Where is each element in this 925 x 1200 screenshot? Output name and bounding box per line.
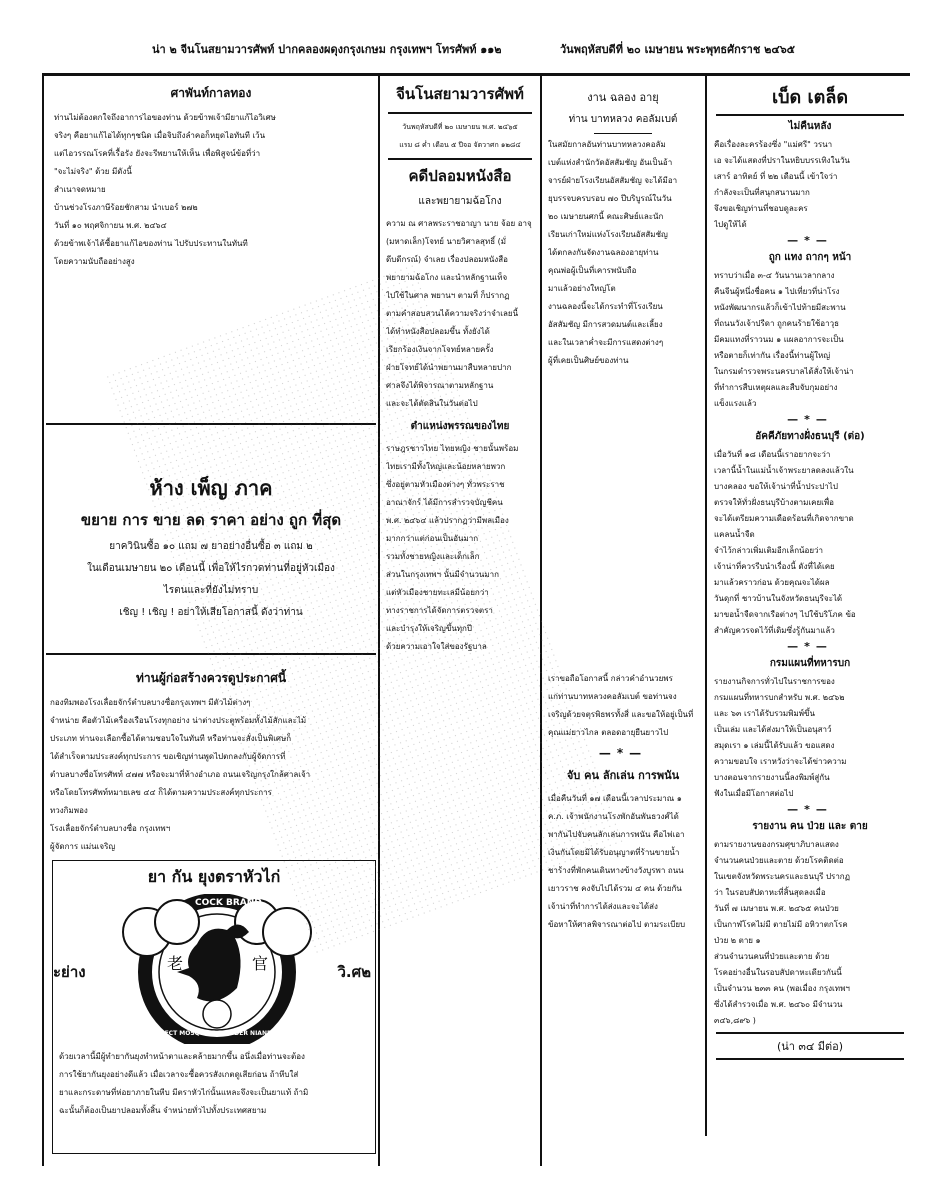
text-line: ส่วนจำนวนคนที่ป่วยและตาย ด้วย bbox=[714, 952, 830, 961]
text-line: กรมแผนที่ทหารบกสำหรับ พ.ศ. ๒๔๖๒ bbox=[714, 693, 845, 702]
text-line: เอ จะได้แสดงที่ปราในหยิบบรรเทิงในวัน bbox=[714, 156, 850, 165]
cock-brand-logo bbox=[53, 894, 375, 1044]
text-line: ค.ภ. เจ้าพนักงานโรงพักอันพันธวงศ์ได้ bbox=[548, 812, 679, 821]
text-line: เจริญด้วยจตุรพิธพรทั้งสี่ และขอให้อยู่เป็นที่ bbox=[548, 710, 694, 719]
text-line: ตามรายงานของกรมศุขาภิบาลแสดง bbox=[714, 840, 839, 849]
ad-body bbox=[46, 109, 376, 271]
text-line: ว่า ในรอบสัปดาหะที่สิ้นสุดลงเมื่อ bbox=[714, 888, 826, 897]
text-line: ความขอบใจ เราหวังว่าจะได้ข่าวความ bbox=[714, 757, 847, 766]
text-line: ที่ทำการสืบเหตุผลและสืบจับกุมอย่าง bbox=[714, 383, 838, 392]
text-line: เจ้าน่าที่ควรรีบนำเรื่องนี้ ดังที่ได้เคย bbox=[714, 562, 835, 571]
text-line: ฟังในเมื่อมีโอกาสต่อไป bbox=[714, 789, 794, 798]
divider bbox=[716, 1032, 904, 1034]
text-line: เชิญ ! เชิญ ! อย่าให้เสียโอกาสนี้ ดังว่าท่าน bbox=[119, 607, 303, 618]
text-line: เบต์แห่งสำนักวัดอัสสัมชัญ อันเป็นอ้า bbox=[548, 158, 673, 167]
divider bbox=[716, 114, 904, 116]
column-2 bbox=[382, 78, 538, 1168]
article-title: งาน ฉลอง อายุ bbox=[587, 91, 659, 104]
text-line: ไรตนและที่ยังไม่ทราบ bbox=[163, 585, 259, 596]
ad-title: ท่านผู้ก่อสร้างควรดูประกาศนี้ bbox=[135, 671, 287, 685]
column-3 bbox=[544, 78, 702, 1168]
text-line: จารย์ฝ่ายโรงเรียนอัสสัมชัญ จะได้มีอา bbox=[548, 176, 678, 185]
text-line: ความ ณ ศาลพระราชอาญา นาย จ้อย อาจุ bbox=[386, 219, 532, 228]
ad-body bbox=[46, 694, 376, 856]
text-line: ท่านไม่ต้องตกใจถึงอาการไอของท่าน ด้วยข้าพเจ้ามียาแก้ไอวิเศษ bbox=[54, 113, 276, 122]
text-line: เสาร์ อาทิตย์ ที่ ๒๒ เดือนนี้ เข้าใจว่า bbox=[714, 172, 838, 181]
text-line: กองทิมพองโรงเลื่อยจักร์ตำบลบางซื่อกรุงเทพฯ มีตัวไม้ต่างๆ bbox=[50, 698, 251, 707]
text-line: ได้สำเร็จตามประสงค์ทุกประการ ขอเชิญท่านพูดไปตกลงกับผู้จัดการที่ bbox=[50, 752, 286, 761]
lumber-ad bbox=[46, 663, 376, 858]
divider bbox=[594, 133, 652, 134]
section-separator-icon: —*— bbox=[787, 803, 833, 816]
section-rule bbox=[46, 653, 376, 655]
ad-title: ยา กัน ยุงตราหัวไก่ bbox=[147, 867, 281, 886]
text-line: ไปดูให้ได้ bbox=[714, 220, 747, 229]
text-line: ไทยเรามีทั้งใหญ่และน้อยหลายพวก bbox=[386, 462, 506, 471]
article-body bbox=[544, 670, 702, 742]
text-line: คุณพ่อผู้เป็นที่เคารพนับถือ bbox=[548, 266, 637, 275]
text-line: โดยความนับถืออย่างสูง bbox=[54, 257, 135, 266]
column-divider bbox=[705, 76, 707, 1136]
text-line: ตามคำสอบสวนได้ความจริงว่าจำเลยนี้ bbox=[386, 309, 519, 318]
section-title: ตำแหน่งพรรณของไทย bbox=[410, 421, 510, 432]
divider bbox=[388, 158, 532, 160]
header-rule bbox=[42, 73, 910, 76]
text-line: หนังพัฒนากรแล้วก็เข้าไปท้ายมีสะพาน bbox=[714, 303, 846, 312]
text-line: จริงๆ คือยาแก้ไอได้ทุกๆชนิด เมื่อจิบถึงลำคอก็หยุดไอทันที เว้น bbox=[54, 131, 266, 140]
section-separator-icon: —*— bbox=[787, 413, 833, 426]
text-line: เยาวราช คงจับไปได้รวม ๔ คน ด้วยกัน bbox=[548, 884, 682, 893]
text-line: บ้านช่วงโรงภาษีร้อยชักสาม นำเบอร์ ๒๗๒ bbox=[54, 203, 198, 212]
text-line: พยายามฉ้อโกง และนำหลักฐานเท็จ bbox=[386, 273, 508, 282]
text-line: ตรวจให้ทั่วฝั่งธนบุรีบ้างตามเคยเพื่อ bbox=[714, 498, 834, 507]
text-line: ดีบดีกรณ์) จำเลย เรื่องปลอมหนังสือ bbox=[386, 255, 508, 264]
article-body bbox=[710, 268, 910, 412]
text-line: สำเนาจดหมาย bbox=[54, 185, 106, 194]
text-line: ได้ทำหนังสือปลอมขึ้น ทั้งยังได้ bbox=[386, 327, 490, 336]
text-line: แก่ท่านบาทหลวงคอลัมเบต์ ขอท่านจง bbox=[548, 692, 677, 701]
lunar-date: แรม ๘ ค่ำ เดือน ๕ ปีจอ จัตวาศก ๑๒๘๔ bbox=[399, 141, 521, 149]
text-line: จะได้เตรียมความเดือดร้อนที่เกิดจากขาด bbox=[714, 514, 854, 523]
text-line: ด้วยความเอาใจใส่ของรัฐบาล bbox=[386, 642, 487, 651]
column-divider bbox=[540, 76, 542, 1166]
text-line: ผู้จัดการ แม่นเจริญ bbox=[50, 842, 116, 851]
ad-subtitle: ขยาย การ ขาย ลด ราคา อย่าง ถูก ที่สุด bbox=[80, 511, 342, 529]
text-line: เรียนเก่าใหม่แห่งโรงเรียนอัสสัมชัญ bbox=[548, 230, 668, 239]
text-line: วันที่ ๗ เมษายน พ.ศ. ๒๔๖๕ คนป่วย bbox=[714, 904, 839, 913]
text-line: การใช้ยากันยุงอย่างดีแล้ว เมื่อเวลาจะซื้อควรสังเกตดูเสียก่อน ถ้าหีบใส่ bbox=[59, 1070, 299, 1079]
section-rule bbox=[46, 423, 376, 425]
text-line: อัสสัมชัญ มีการสวดมนต์และเลี้ยง bbox=[548, 320, 663, 329]
text-line: อาณาจักร์ ได้มีการสำรวจบัญชีคน bbox=[386, 498, 503, 507]
text-line: ทางราชการได้จัดการตรวจตรา bbox=[386, 606, 493, 615]
text-line: ฝ่ายโจทย์ได้นำพยานมาสืบหลายปาก bbox=[386, 363, 512, 372]
text-line: รายงานกิจการทั่วไปในราชการของ bbox=[714, 677, 835, 686]
text-line: โรคอย่างอื่นในรอบสัปดาหะเดียวกันนี้ bbox=[714, 968, 842, 977]
ad-side-right: วิ.ศ๒ bbox=[337, 963, 371, 981]
text-line: และจะได้ตัดสินในวันต่อไป bbox=[386, 399, 478, 408]
ad-title: ศาพันท์กาลทอง bbox=[170, 86, 252, 100]
text-line: ข้อหาให้ศาลพิจารณาต่อไป ตามระเบียบ bbox=[548, 920, 686, 929]
text-line: ยาควินินซื้อ ๑๐ แถม ๗ ยาอย่างอื่นซื้อ ๓ แถม ๒ bbox=[109, 541, 313, 552]
text-line: บางตอนจากรายงานนี้ลงพิมพ์สู่กัน bbox=[714, 773, 830, 782]
text-line: เจ้าน่าที่ทำการได้ส่งและจะได้ส่ง bbox=[548, 902, 658, 911]
text-line: หรือตายก็เท่ากัน เรื่องนี้ท่านผู้ใหญ่ bbox=[714, 351, 831, 360]
text-line: พากันไปจับคนลักเล่นการพนัน คือไพ่เอา bbox=[548, 830, 685, 839]
text-line: และในเวลาค่ำจะมีการแสดงต่างๆ bbox=[548, 338, 664, 347]
text-line: ตำบลบางซื่อโทรศัพท์ ๔๗๗ หรือจะมาที่ห้างอำเภอ ถนนเจริญกรุงใกล้ศาลเจ้า bbox=[50, 770, 311, 779]
text-line: ยุบรรจบครบรอบ ๗๐ ปีบริบูรณ์ในวัน bbox=[548, 194, 672, 203]
text-line: และบำรุงให้เจริญขึ้นทุกปี bbox=[386, 624, 472, 633]
page-header-date: วันพฤหัสบดีที่ ๒๐ เมษายน พระพุทธศักราช ๒๔๖๕ bbox=[560, 43, 795, 56]
column-divider bbox=[378, 76, 380, 1166]
text-line: เงินกันโดยมิได้รับอนุญาตที่ร้านขายน้ำ bbox=[548, 848, 680, 857]
text-line: คุณแม่ยาวไกล ตลอดอายุยืนยาวไป bbox=[548, 728, 669, 737]
ad-body bbox=[53, 1044, 375, 1124]
text-line: เรียกร้องเงินจากโจทย์หลายครั้ง bbox=[386, 345, 494, 354]
cough-medicine-ad bbox=[46, 78, 376, 418]
article-subtitle: ท่าน บาทหลวง คอลัมเบต์ bbox=[568, 114, 678, 125]
svg-text:官: 官 bbox=[252, 954, 269, 973]
text-line: ฉะนั้นก็ต้องเป็นยาปลอมทั้งสิ้น จำหน่ายทั่วไปทั้งประเทศสยาม bbox=[59, 1106, 267, 1115]
ad-body bbox=[46, 536, 376, 624]
text-line: เป็นเล่ม และได้ส่งมาให้เป็นอนุสาว์ bbox=[714, 725, 832, 734]
newspaper-masthead: จีนโนสยามวารศัพท์ bbox=[396, 85, 524, 103]
section-title: อัคคีภัยทางฝั่งธนบุรี (ต่อ) bbox=[755, 431, 865, 442]
section-separator-icon: —*— bbox=[787, 234, 833, 247]
article-title: คดีปลอมหนังสือ bbox=[408, 167, 512, 185]
article-body bbox=[710, 837, 910, 1029]
text-line: ป่วย ๒ ตาย ๑ bbox=[714, 936, 761, 945]
cock-brand-mosquito-ad bbox=[52, 860, 376, 1154]
text-line: คือเรื่องละครร้องซึ่ง "แม่ศรี" วรนา bbox=[714, 140, 833, 149]
ad-side-left: ะย่าง bbox=[53, 963, 86, 981]
text-line: สำคัญควรจดไว้ที่เดิมซึ่งรู้กันมาแล้ว bbox=[714, 626, 835, 635]
text-line: ชาร้างที่พักคนเดินทางข้างวังบูรพา ถนน bbox=[548, 866, 684, 875]
text-line: แข็งแรงแล้ว bbox=[714, 399, 757, 408]
continued-note: (น่า ๓๔ มีต่อ) bbox=[776, 1040, 844, 1053]
text-line: คืนจีนผู้หนึ่งชื่อคน ๑ ไปเที่ยวที่น่าโรง bbox=[714, 287, 840, 296]
text-line: จำไว้กล่าวเพิ่มเติมอีกเล็กน้อยว่า bbox=[714, 546, 823, 555]
section-title: ไม่คืนหลัง bbox=[788, 121, 832, 132]
article-body bbox=[710, 447, 910, 639]
text-line: ซึ่งอยู่ตามหัวเมืองต่างๆ ทั่วพระราช bbox=[386, 480, 505, 489]
article-body bbox=[382, 440, 538, 656]
text-line: เป็นจำนวน ๒๓๓ คน (พอเมื่อง กรุงเทพฯ bbox=[714, 984, 850, 993]
svg-text:老: 老 bbox=[167, 954, 184, 973]
text-line: ในเขตจังหวัดพระนครและธนบุรี ปรากฏ bbox=[714, 872, 851, 881]
text-line: มาขอน้ำจืดจากเรือต่างๆ ไปใช้บริโภค ข้อ bbox=[714, 610, 856, 619]
section-separator-icon: —*— bbox=[787, 640, 833, 653]
text-line: ซึ่งได้สำรวจเมื่อ พ.ศ. ๒๔๖๐ มีจำนวน bbox=[714, 1000, 843, 1009]
text-line: (มหาดเล็ก)โจทย์ นายวิศาลสุทธิ์ (มั่ bbox=[386, 237, 507, 246]
text-line: รวมทั้งชายหญิงและเด็กเล็ก bbox=[386, 552, 480, 561]
section-title: จับ คน ลักเล่น การพนัน bbox=[566, 769, 680, 782]
issue-date: วันพฤหัสบดีที่ ๒๐ เมษายน พ.ศ. ๒๔๖๕ bbox=[402, 123, 518, 131]
text-line: มากกว่าแต่ก่อนเป็นอันมาก bbox=[386, 534, 479, 543]
text-line: ทราบว่าเมื่อ ๓-๔ วันนานเวลากลาง bbox=[714, 271, 835, 280]
text-line: สมุดเรา ๑ เล่มนี้ได้รับแล้ว ขอแสดง bbox=[714, 741, 835, 750]
text-line: งานฉลองนี้จะได้กระทำที่โรงเรียน bbox=[548, 302, 663, 311]
text-line: ได้ตกลงกันจัดงานฉลองอายุท่าน bbox=[548, 248, 659, 257]
text-line: ผู้ที่เคยเป็นศิษย์ของท่าน bbox=[548, 356, 629, 365]
text-line: ๓๔๖,๘๙๖ ) bbox=[714, 1016, 756, 1025]
text-line: ส่วนในกรุงเทพฯ นั้นมีจำนวนมาก bbox=[386, 570, 500, 579]
text-line: เมื่อวันที่ ๑๘ เดือนนี้เราอยากจะว่า bbox=[714, 450, 831, 459]
text-line: ยาและกระดาษที่ห่อยาภายในหีบ มีตราหัวไก่นั้นแหละจึงจะเป็นยาแท้ ถ้ามิ bbox=[59, 1088, 309, 1097]
text-line: เป็นกาฬโรคไม่มี ตายไม่มี อหิวาตกโรค bbox=[714, 920, 848, 929]
text-line: จึงขอเชิญท่านที่ชอบดูละคร bbox=[714, 204, 808, 213]
text-line: ที่ถนนวังเจ้าปรีดา ถูกคนร้ายใช้อาวุธ bbox=[714, 319, 839, 328]
text-line: บางคลอง ขอให้เจ้าน่าที่น้ำประปาไป bbox=[714, 482, 838, 491]
ad-title: ห้าง เพ็ญ ภาค bbox=[149, 476, 273, 500]
article-body bbox=[710, 137, 910, 233]
text-line: วันดุกที่ ชาวบ้านในจังหวัดธนบุรีจะได้ bbox=[714, 594, 843, 603]
text-line: มาแล้วอย่างใหญ่โต bbox=[548, 284, 616, 293]
text-line: ด้วยเวลานี้มีผู้ทำยากันยุงทำหน้าตาและคล้ายมากขึ้น อนึ่งเมื่อท่านจะต้อง bbox=[59, 1052, 305, 1061]
text-line: จำนวนคนป่วยและตาย ด้วยโรคติดต่อ bbox=[714, 856, 844, 865]
text-line: จำหน่าย คือตัวไม้เครื่องเรือนโรงทุกอย่าง น่าต่างประตูพร้อมทั้งไม้สักและไม้ bbox=[50, 716, 307, 725]
column-4 bbox=[710, 78, 910, 1178]
text-line: แคลนน้ำจืด bbox=[714, 530, 755, 539]
article-subtitle: และพยายามฉ้อโกง bbox=[418, 196, 502, 207]
page-header-left: น่า ๒ จีนโนสยามวารศัพท์ ปากคลองผดุงกรุงเกษม กรุงเทพฯ โทรศัพท์ ๑๑๒ bbox=[152, 43, 502, 56]
section-title: รายงาน คน ป่วย และ ตาย bbox=[752, 821, 868, 832]
text-line: แต่ไอวรรณโรคที่เรื้อรัง ยังจะรีพยานให้เห็น เพื่อพิสูจน์ข้อที่ว่า bbox=[54, 149, 261, 158]
article-body bbox=[382, 215, 538, 413]
text-line: เราขอถือโอกาสนี้ กล่าวคำอำนวยพร bbox=[548, 674, 673, 683]
text-line: ในสมัยกาลอันท่านบาทหลวงคอลัม bbox=[548, 140, 666, 149]
pen-phak-store-ad bbox=[46, 468, 376, 648]
text-line: กำลังจะเป็นที่สนุกสนานมาก bbox=[714, 188, 810, 197]
text-line: มีคมแทงที่ราวนม ๑ แผลอาการจะเป็น bbox=[714, 335, 844, 344]
text-line: หรือโดยโทรศัพท์หมายเลข ๔๔ ก็ได้ตามความประสงค์ทุกประการ bbox=[50, 788, 272, 797]
text-line: มาแล้วคราวก่อน ด้วยคุณจะได้ผล bbox=[714, 578, 830, 587]
ring-text: INSECT MOSQUITO POWDER NIANDEK bbox=[153, 1030, 281, 1037]
text-line: พ.ศ. ๒๔๖๔ แล้วปรากฏว่ามีพลเมือง bbox=[386, 516, 509, 525]
article-body bbox=[710, 674, 910, 802]
text-line: วันที่ ๑๐ พฤศจิกายน พ.ศ. ๒๔๖๔ bbox=[54, 221, 167, 230]
text-line: เวลานี้น้ำในแม่น้ำเจ้าพระยาลดลงแล้วใน bbox=[714, 466, 854, 475]
brand-name: COCK BRAND bbox=[195, 898, 262, 908]
section-separator-icon: —*— bbox=[598, 746, 648, 760]
divider bbox=[716, 1058, 904, 1060]
section-title: ถูก แทง ถากๆ หน้า bbox=[768, 252, 852, 263]
text-line: ๒๐ เมษายนศกนี้ คณะศิษย์และนัก bbox=[548, 212, 664, 221]
text-line: แต่หัวเมืองชายทะเลมีน้อยกว่า bbox=[386, 588, 489, 597]
column-divider bbox=[42, 76, 44, 1166]
text-line: ทวงกิมพอง bbox=[50, 806, 88, 815]
text-line: ประเภท ท่านจะเลือกซื้อได้ตามชอบใจในทันที หรือท่านจะสั่งเป็นพิเศษก็ bbox=[50, 734, 292, 743]
article-body bbox=[544, 790, 702, 934]
article-body bbox=[544, 136, 702, 370]
text-line: โรงเลื่อยจักร์ตำบลบางซื่อ กรุงเทพฯ bbox=[50, 824, 171, 833]
divider bbox=[388, 112, 532, 114]
text-line: ในกรมตำรวจพระนครบาลได้สั่งให้เจ้าน่า bbox=[714, 367, 854, 376]
text-line: เมื่อคืนวันที่ ๑๗ เดือนนี้เวลาประมาณ ๑ bbox=[548, 794, 682, 803]
text-line: ในเดือนเมษายน ๒๐ เดือนนี้ เพื่อให้ไรกวดท่านที่อยู่หัวเมือง bbox=[87, 563, 335, 574]
text-line: ศาลจึงได้พิจารณาตามหลักฐาน bbox=[386, 381, 494, 390]
section-title: กรมแผนที่ทหารบก bbox=[769, 658, 851, 669]
column-1 bbox=[46, 78, 376, 1168]
text-line: ราษฎรชาวไทย ไทยหญิง ชายนั้นพร้อม bbox=[386, 444, 519, 453]
text-line: "จะไม่จริง" ด้วย มีดังนี้ bbox=[54, 167, 132, 176]
section-masthead: เบ็ด เตล็ด bbox=[771, 87, 849, 108]
rooster-emblem-icon bbox=[57, 894, 376, 1044]
text-line: ด้วยข้าพเจ้าได้ซื้อยาแก้ไอของท่าน ไปรับประทานในทันที bbox=[54, 239, 248, 248]
text-line: ไปใช้ในศาล พยานฯ ตามที่ ก็ปรากฏ bbox=[386, 291, 510, 300]
text-line: และ ๖๓ เราได้รับรวมพิมพ์ขึ้น bbox=[714, 709, 815, 718]
